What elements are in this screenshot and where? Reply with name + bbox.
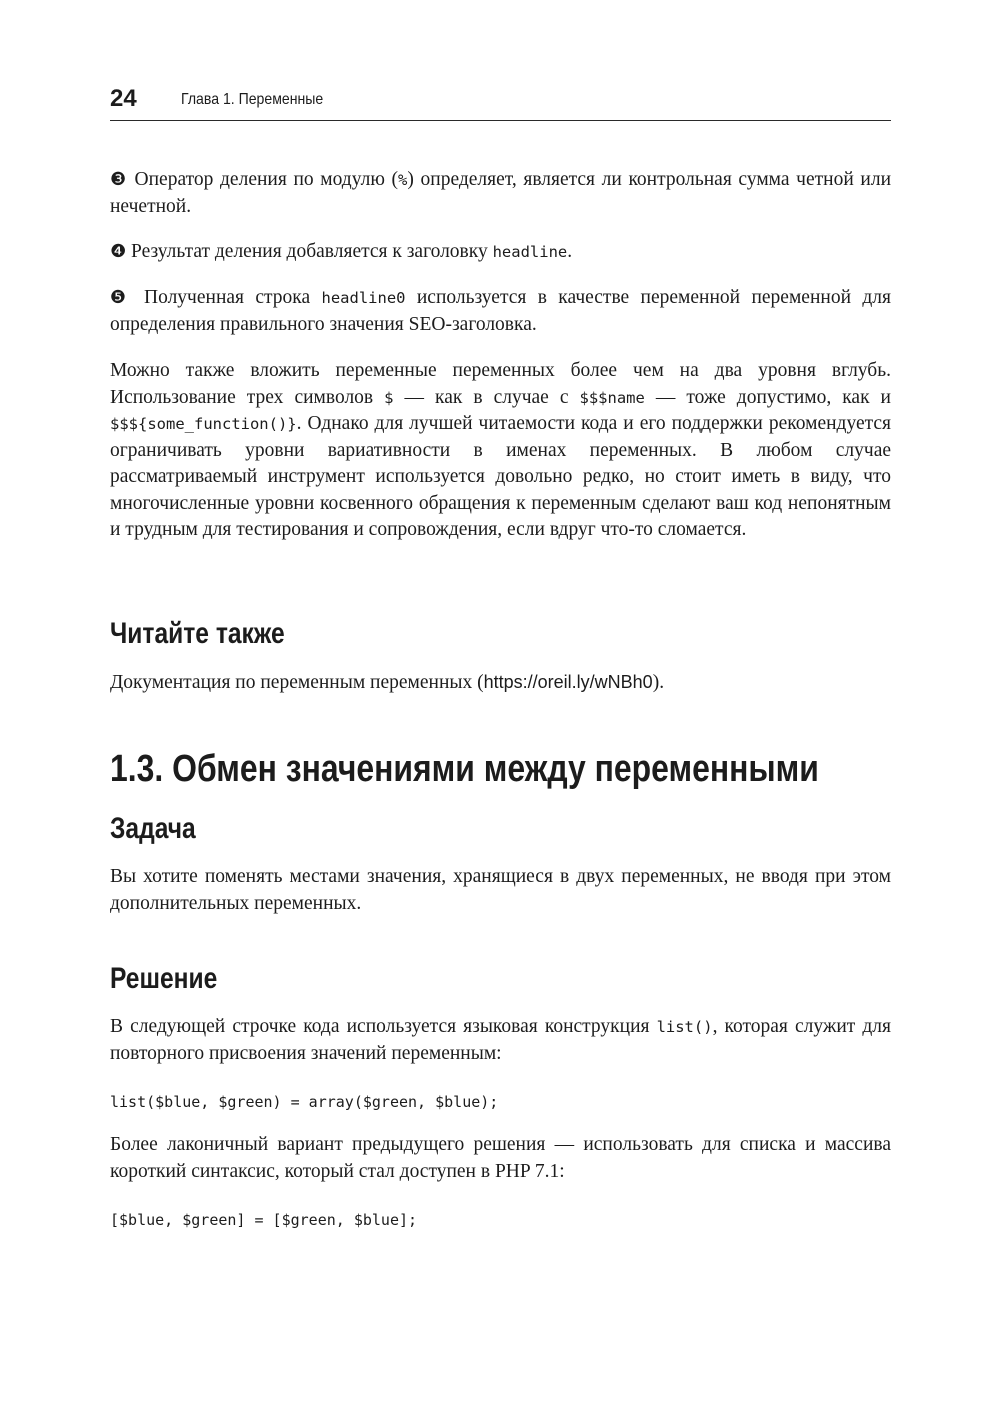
documentation-link[interactable]: https://oreil.ly/wNBh0 — [483, 672, 653, 692]
alt-solution-text: Более лаконичный вариант предыдущего решения — использовать для списка и массива короткий синтаксис, который стал доступен в PHP 7.1: — [110, 1134, 891, 1182]
callout-5: ❺ Полученная строка headline0 используется в качестве переменной переменной для определения правильного значения SEO-заголовка. — [110, 287, 892, 335]
solution-heading: Решение — [110, 962, 218, 995]
code-block-list: list($blue, $green) = array($green, $blue); — [110, 1093, 499, 1111]
see-also-text: Документация по переменным переменных (https://oreil.ly/wNBh0). — [110, 672, 665, 693]
callout-marker-5: ❺ — [110, 287, 133, 308]
page-number: 24 — [110, 85, 137, 112]
task-heading: Задача — [110, 812, 196, 845]
solution-text: В следующей строчке кода используется языковая конструкция list(), которая служит для повторного присвоения значений переменным: — [110, 1016, 892, 1064]
callout-3: ❸ Оператор деления по модулю (%) определяет, является ли контрольная сумма четной или нечетной. — [110, 169, 892, 217]
inline-code: $$$name — [579, 388, 645, 407]
callout-marker-3: ❸ — [110, 169, 128, 190]
inline-code: headline — [492, 243, 568, 261]
see-also-heading: Читайте также — [110, 617, 285, 650]
inline-code: $$${some_function()} — [110, 415, 297, 433]
section-title: 1.3. Обмен значениями между переменными — [110, 748, 819, 790]
callout-4: ❹ Результат деления добавляется к заголовку headline. — [110, 241, 573, 262]
inline-code: headline0 — [321, 289, 406, 307]
running-header — [110, 84, 891, 121]
inline-code: list() — [656, 1018, 713, 1036]
code-block-short-syntax: [$blue, $green] = [$green, $blue]; — [110, 1211, 418, 1229]
inline-code: % — [398, 171, 408, 189]
chapter-title: Глава 1. Переменные — [181, 91, 324, 108]
inline-code: $ — [384, 388, 394, 407]
task-text: Вы хотите поменять местами значения, хранящиеся в двух переменных, не вводя при этом дополнительных переменных. — [110, 866, 891, 914]
paragraph-nesting: Можно также вложить переменные переменных более чем на два уровня вглубь. Использование трех символов $ — как в случае с $$$name — тоже допустимо, как и $$${some_function()}. Однако для лучшей читаемости кода и его поддержки рекомендуется ограничивать уровни вариативности в именах переменных. В любом случае рассматриваемый инструмент используется довольно редко, но стоит иметь в виду, что многочисленные уровни косвенного обращения к переменным сделают ваш код непонятным и трудным для тестирования и сопровождения, если вдруг что-то сломается. — [110, 360, 891, 540]
callout-marker-4: ❹ — [110, 241, 127, 262]
